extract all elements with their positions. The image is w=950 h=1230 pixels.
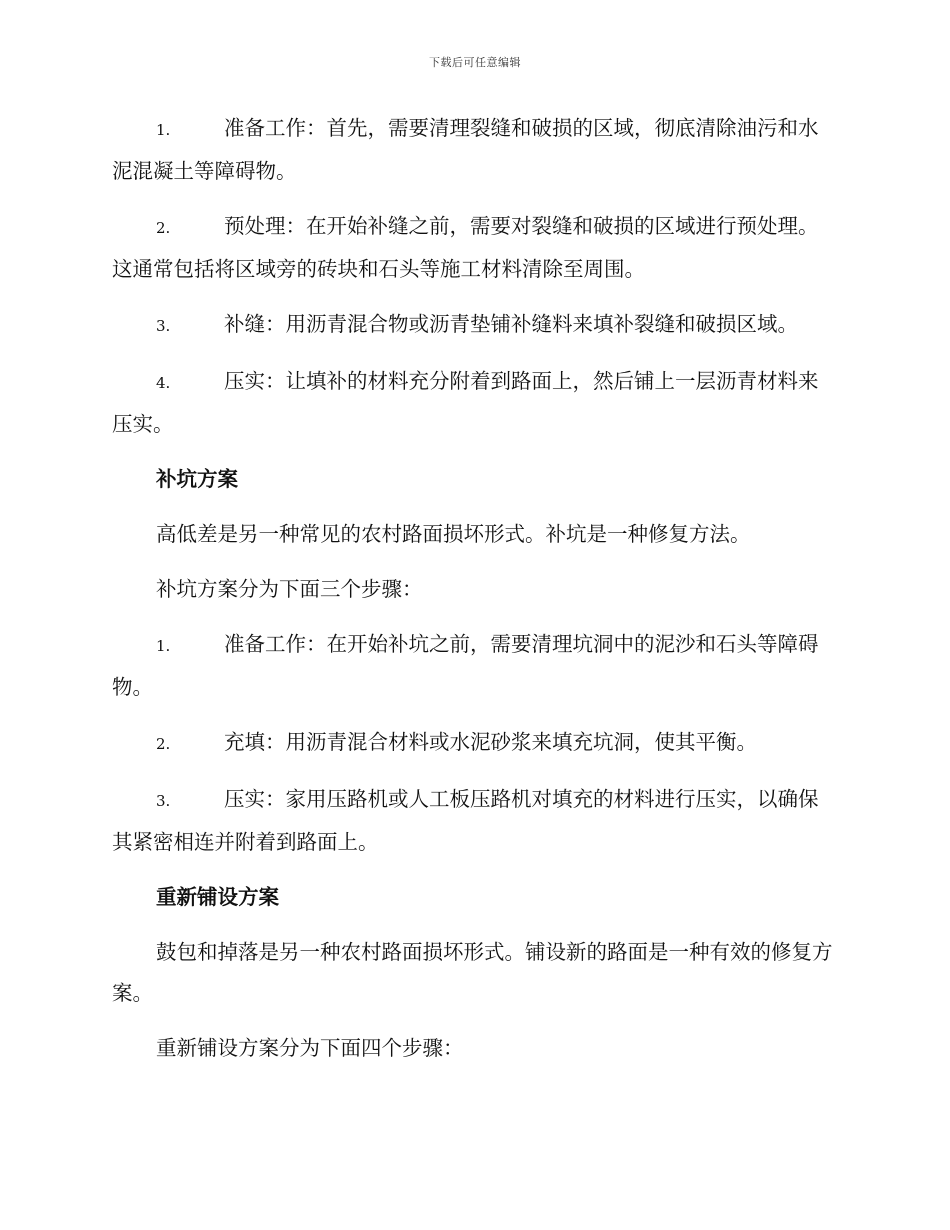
resurface-lead: 重新铺设方案分为下面四个步骤：	[156, 1036, 464, 1060]
pothole-lead: 补坑方案分为下面三个步骤：	[156, 577, 423, 601]
list-number: 1.	[156, 121, 171, 139]
list-text: 压实：家用压路机或人工板压路机对填充的材料进行压实，以确保其紧密相连并附着到路面上。	[112, 787, 819, 854]
list-text: 补缝：用沥青混合物或沥青垫铺补缝料来填补裂缝和破损区域。	[224, 312, 798, 336]
list-text: 准备工作：首先，需要清理裂缝和破损的区域，彻底清除油污和水泥混凝土等障碍物。	[112, 116, 819, 183]
list-text: 充填：用沥青混合材料或水泥砂浆来填充坑洞，使其平衡。	[224, 730, 757, 754]
crack-step-2	[112, 206, 836, 290]
list-text: 压实：让填补的材料充分附着到路面上，然后铺上一层沥青材料来压实。	[112, 369, 819, 436]
document-body	[112, 108, 836, 1083]
list-text: 预处理：在开始补缝之前，需要对裂缝和破损的区域进行预处理。这通常包括将区域旁的砖块和石头等施工材料清除至周围。	[112, 214, 819, 281]
resurface-intro: 鼓包和掉落是另一种农村路面损坏形式。铺设新的路面是一种有效的修复方案。	[112, 940, 833, 1005]
list-text: 准备工作：在开始补坑之前，需要清理坑洞中的泥沙和石头等障碍物。	[112, 632, 819, 699]
list-number: 3.	[156, 317, 171, 335]
pothole-step-3	[112, 779, 836, 863]
pothole-step-2	[112, 722, 836, 765]
crack-step-4	[112, 361, 836, 445]
list-number: 1.	[156, 637, 171, 655]
list-number: 2.	[156, 219, 171, 237]
list-number: 2.	[156, 735, 171, 753]
pothole-step-1	[112, 624, 836, 708]
crack-step-1	[112, 108, 836, 192]
list-number: 4.	[156, 374, 171, 392]
page-header: 下载后可任意编辑	[429, 56, 521, 69]
resurface-heading: 重新铺设方案	[156, 885, 279, 909]
crack-step-3	[112, 304, 836, 347]
pothole-heading: 补坑方案	[156, 467, 238, 491]
pothole-intro: 高低差是另一种常见的农村路面损坏形式。补坑是一种修复方法。	[156, 522, 751, 546]
list-number: 3.	[156, 792, 171, 810]
